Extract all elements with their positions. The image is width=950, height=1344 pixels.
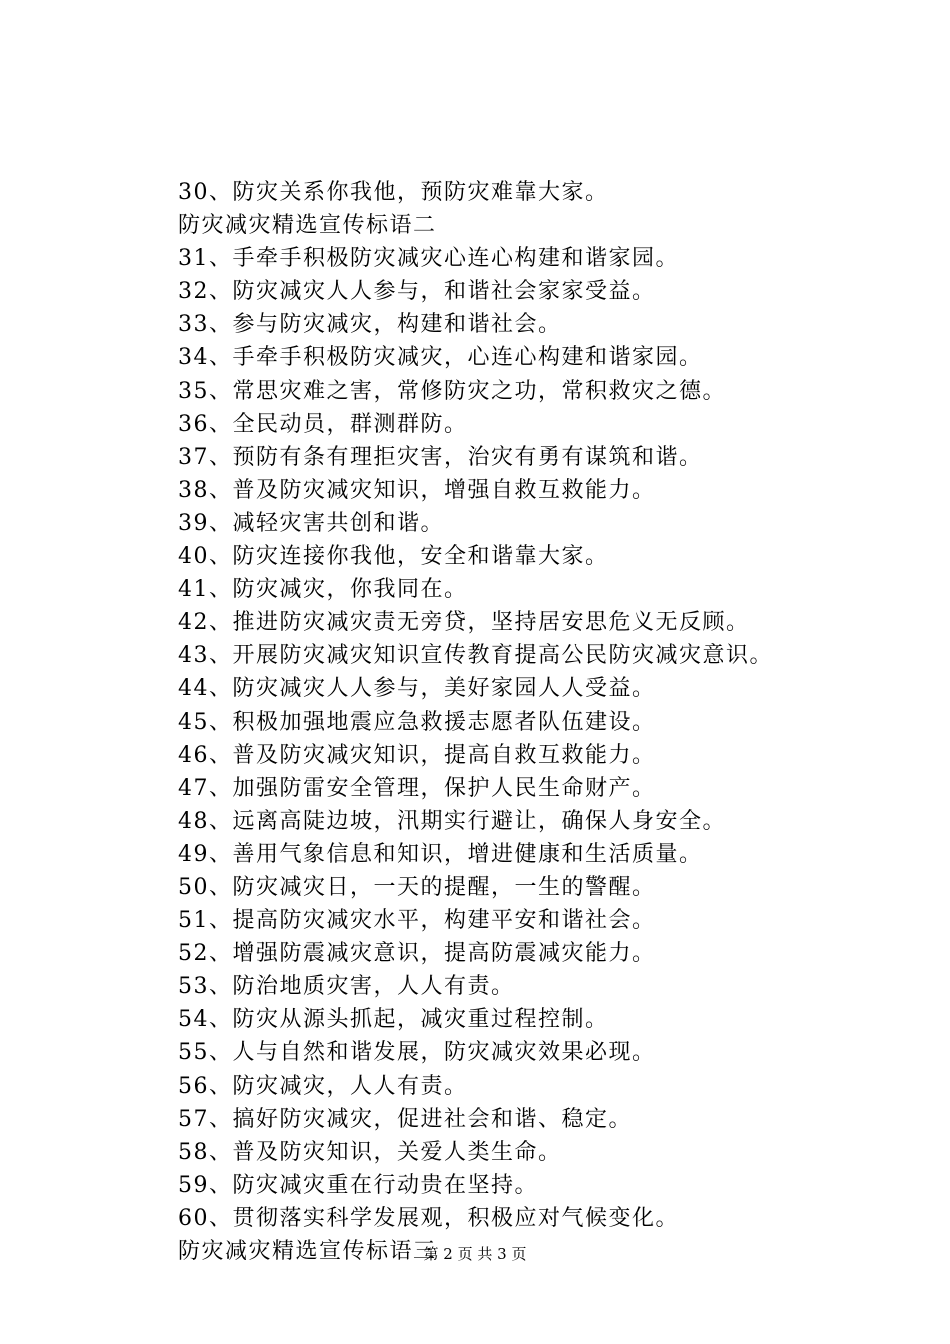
page-footer: 第 2 页 共 3 页 <box>423 1245 527 1263</box>
slogan-line: 35、常思灾难之害，常修防灾之功，常积救灾之德。 <box>178 378 726 404</box>
slogan-line: 50、防灾减灾日，一天的提醒，一生的警醒。 <box>178 874 656 900</box>
slogan-line: 33、参与防灾减灾，构建和谐社会。 <box>178 312 562 338</box>
slogan-line: 39、减轻灾害共创和谐。 <box>178 510 444 536</box>
slogan-line: 30、防灾关系你我他，预防灾难靠大家。 <box>178 180 609 205</box>
slogan-line: 52、增强防震减灾意识，提高防震减灾能力。 <box>178 941 656 967</box>
slogan-line: 44、防灾减灾人人参与，美好家园人人受益。 <box>178 676 656 702</box>
slogan-line: 48、远离高陡边坡，汛期实行避让，确保人身安全。 <box>178 808 726 834</box>
slogan-line: 42、推进防灾减灾责无旁贷，坚持居安思危义无反顾。 <box>178 610 750 636</box>
slogan-line: 56、防灾减灾，人人有责。 <box>178 1073 468 1099</box>
slogan-line: 43、开展防灾减灾知识宣传教育提高公民防灾减灾意识。 <box>178 643 773 669</box>
slogan-line: 37、预防有条有理拒灾害，治灾有勇有谋筑和谐。 <box>178 444 703 470</box>
slogan-line: 38、普及防灾减灾知识，增强自救互救能力。 <box>178 477 656 503</box>
document-body <box>178 176 878 1268</box>
slogan-line: 59、防灾减灾重在行动贵在坚持。 <box>178 1172 538 1198</box>
slogan-line: 31、手牵手积极防灾减灾心连心构建和谐家园。 <box>178 246 679 272</box>
slogan-line: 49、善用气象信息和知识，增进健康和生活质量。 <box>178 841 703 867</box>
slogan-line: 41、防灾减灾，你我同在。 <box>178 577 468 603</box>
slogan-line: 46、普及防灾减灾知识，提高自救互救能力。 <box>178 742 656 768</box>
slogan-line: 51、提高防灾减灾水平，构建平安和谐社会。 <box>178 908 656 934</box>
slogan-line: 45、积极加强地震应急救援志愿者队伍建设。 <box>178 709 656 735</box>
section-heading: 防灾减灾精选宣传标语三 <box>178 1239 437 1264</box>
slogan-line: 54、防灾从源头抓起，减灾重过程控制。 <box>178 1007 609 1033</box>
section-heading: 防灾减灾精选宣传标语二 <box>178 213 437 239</box>
slogan-line: 32、防灾减灾人人参与，和谐社会家家受益。 <box>178 279 656 305</box>
slogan-line: 60、贯彻落实科学发展观，积极应对气候变化。 <box>178 1205 679 1231</box>
slogan-line: 47、加强防雷安全管理，保护人民生命财产。 <box>178 775 656 801</box>
slogan-line: 40、防灾连接你我他，安全和谐靠大家。 <box>178 544 609 570</box>
slogan-line: 53、防治地质灾害，人人有责。 <box>178 974 515 1000</box>
slogan-line: 34、手牵手积极防灾减灾，心连心构建和谐家园。 <box>178 345 703 371</box>
slogan-line: 58、普及防灾知识，关爱人类生命。 <box>178 1139 562 1165</box>
slogan-line: 36、全民动员，群测群防。 <box>178 411 468 437</box>
slogan-line: 55、人与自然和谐发展，防灾减灾效果必现。 <box>178 1040 656 1066</box>
slogan-line: 57、搞好防灾减灾，促进社会和谐、稳定。 <box>178 1106 632 1132</box>
